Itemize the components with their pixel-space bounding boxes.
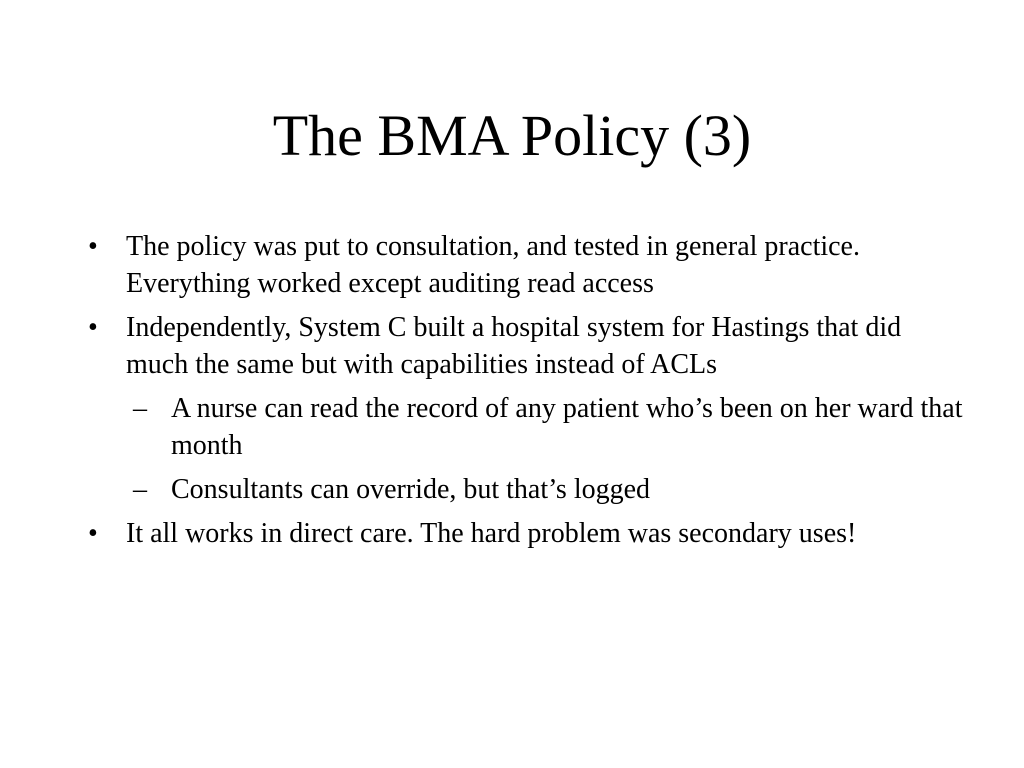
- bullet-marker: •: [88, 312, 98, 343]
- slide-title: The BMA Policy (3): [272, 103, 752, 168]
- dash-marker: –: [133, 474, 147, 505]
- sub-bullet-text: A nurse can read the record of any patient who’s been on her ward that month: [171, 393, 963, 461]
- bullet-text: Independently, System C built a hospital system for Hastings that did much the same but with capabilities instead of ACLs: [126, 312, 902, 380]
- bullet-marker: •: [88, 231, 98, 262]
- bullet-list: [88, 228, 968, 559]
- bullet-text: It all works in direct care. The hard problem was secondary uses!: [126, 518, 857, 549]
- sub-bullet-text: Consultants can override, but that’s logged: [171, 474, 651, 505]
- bullet-item: [88, 228, 968, 302]
- dash-marker: –: [133, 393, 147, 424]
- sub-bullet-item: [133, 471, 968, 508]
- bullet-text: The policy was put to consultation, and tested in general practice. Everything worked except auditing read access: [126, 231, 860, 299]
- bullet-item: [88, 515, 968, 552]
- sub-bullet-item: [133, 390, 968, 464]
- bullet-marker: •: [88, 518, 98, 549]
- bullet-item: [88, 309, 968, 383]
